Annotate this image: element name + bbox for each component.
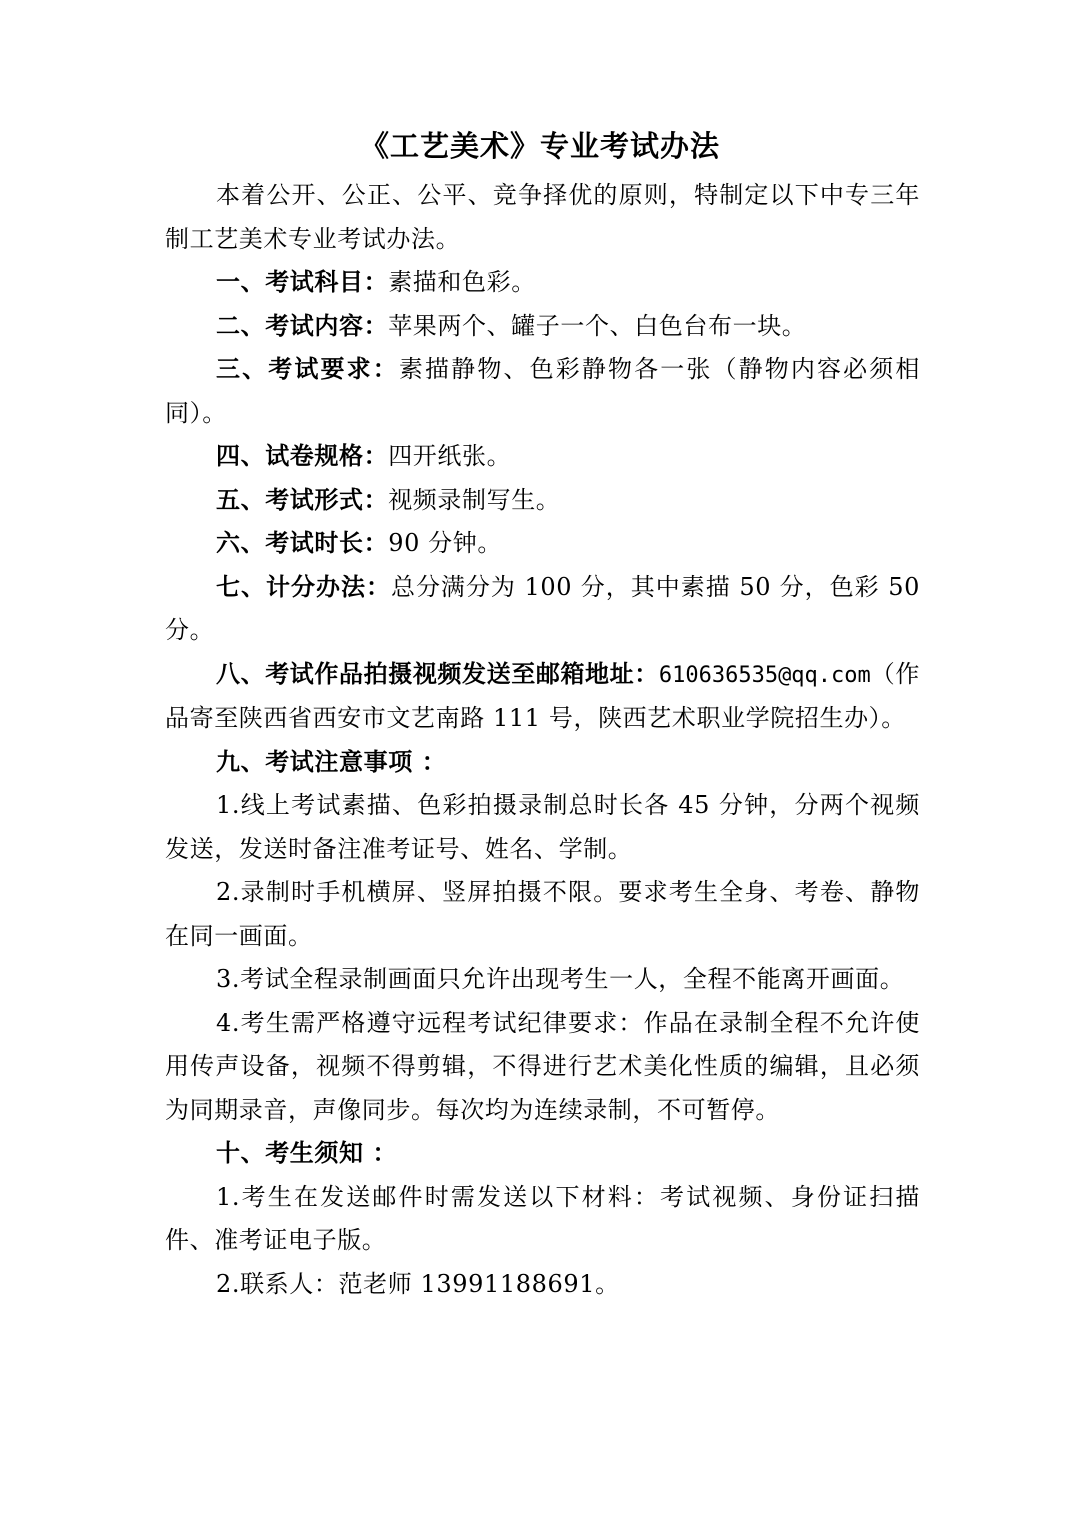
document-body [165, 174, 920, 1306]
section-9-heading-line [165, 741, 920, 785]
section-7-text: 总分满分为 100 分，其中素描 50 分，色彩 50 分。 [165, 572, 921, 644]
section-2-heading: 二、考试内容： [216, 311, 389, 340]
section-2-text: 苹果两个、罐子一个、白色台布一块。 [388, 311, 807, 340]
section-1 [165, 261, 920, 305]
section-4 [165, 435, 920, 479]
section-5-text: 视频录制写生。 [388, 485, 561, 514]
section-8-text: （作品寄至陕西省西安市文艺南路 111 号，陕西艺术职业学院招生办）。 [165, 659, 920, 732]
section-4-heading: 四、试卷规格： [216, 442, 389, 470]
section-6-text: 90 分钟。 [388, 529, 502, 557]
section-9-item-1: 1.线上考试素描、色彩拍摄录制总时长各 45 分钟，分两个视频发送，发送时备注准考证号、姓名、学制。 [165, 791, 920, 863]
section-1-text: 素描和色彩。 [388, 268, 536, 296]
section-10-heading: 十、考生须知 ： [216, 1139, 398, 1167]
section-2 [165, 305, 920, 349]
intro-paragraph: 本着公开、公正、公平、竞争择优的原则，特制定以下中专三年制工艺美术专业考试办法。 [165, 181, 920, 253]
section-5-heading: 五、考试形式： [216, 485, 389, 514]
section-9-heading: 九、考试注意事项 ： [216, 747, 447, 776]
email-address: 610636535@qq.com [658, 662, 871, 688]
section-8 [165, 653, 920, 741]
section-5 [165, 479, 920, 523]
section-7 [165, 566, 920, 653]
section-10-heading-line [165, 1132, 920, 1176]
section-9-item-4: 4.考生需严格遵守远程考试纪律要求：作品在录制全程不允许使用传声设备，视频不得剪辑，不得进行艺术美化性质的编辑，且必须为同期录音，声像同步。每次均为连续录制，不可暂停。 [165, 1008, 920, 1124]
section-10-item-2: 2.联系人：范老师 13991188691。 [216, 1269, 620, 1298]
section-3-text: 素描静物、色彩静物各一张（静物内容必须相同）。 [165, 355, 921, 427]
section-3 [165, 348, 920, 435]
section-10-item-1: 1.考生在发送邮件时需发送以下材料：考试视频、身份证扫描件、准考证电子版。 [165, 1182, 920, 1254]
section-1-heading: 一、考试科目： [216, 268, 389, 296]
section-6 [165, 522, 920, 566]
section-6-heading: 六、考试时长： [216, 529, 389, 557]
section-4-text: 四开纸张。 [388, 442, 512, 470]
section-9-item-3: 3.考试全程录制画面只允许出现考生一人，全程不能离开画面。 [216, 965, 905, 993]
section-8-heading: 八、考试作品拍摄视频发送至邮箱地址： [216, 659, 659, 688]
document-title: 《工艺美术》专业考试办法 [359, 129, 720, 163]
section-7-heading: 七、计分办法： [216, 572, 391, 601]
section-9-item-2: 2.录制时手机横屏、竖屏拍摄不限。要求考生全身、考卷、静物在同一画面。 [165, 878, 920, 950]
section-3-heading: 三、考试要求： [216, 355, 399, 383]
